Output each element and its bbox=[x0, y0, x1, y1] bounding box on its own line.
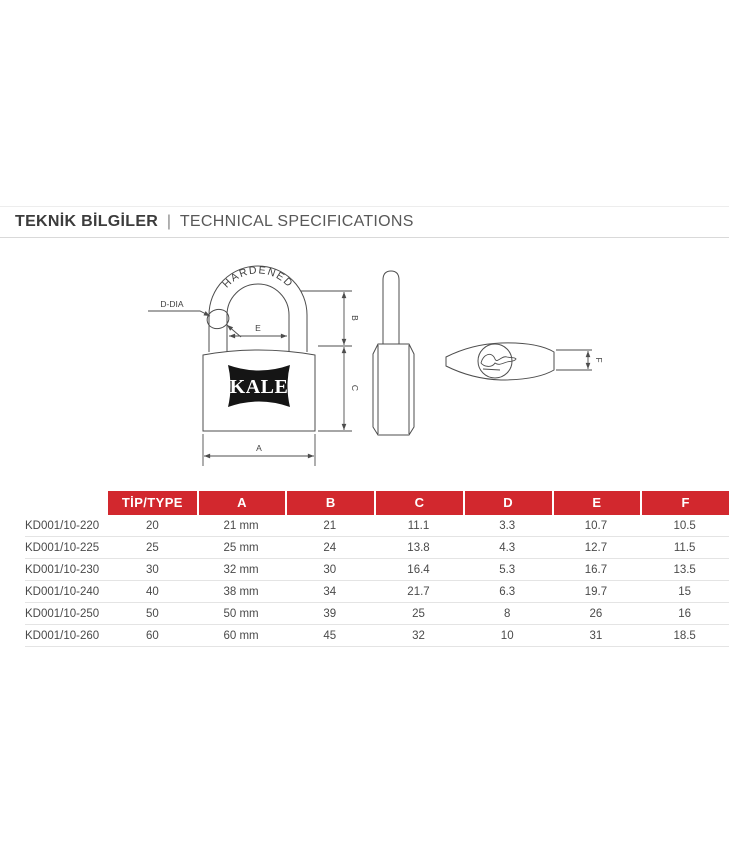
keyhole-icon bbox=[481, 354, 516, 366]
value-cell: 13.5 bbox=[673, 563, 696, 576]
model-cell: KD001/10-260 bbox=[25, 629, 100, 642]
table-header-cell: TİP/TYPE bbox=[108, 491, 197, 515]
title-turkish: TEKNİK BİLGİLER bbox=[15, 213, 159, 230]
table-header-cell: C bbox=[374, 491, 463, 515]
value-cell: 10.7 bbox=[584, 519, 608, 532]
value-cell: 4.3 bbox=[499, 541, 516, 554]
dim-a-label: A bbox=[256, 443, 262, 453]
value-cell: 38 mm bbox=[223, 585, 259, 598]
value-cell: 26 bbox=[589, 607, 603, 620]
value-cell: 19.7 bbox=[584, 585, 608, 598]
value-cell: 25 bbox=[412, 607, 425, 620]
model-cell: KD001/10-250 bbox=[25, 607, 100, 620]
table-row bbox=[25, 515, 729, 537]
value-cell: 16.4 bbox=[407, 563, 430, 576]
model-cell: KD001/10-220 bbox=[25, 519, 100, 532]
dim-c-label: C bbox=[350, 384, 360, 392]
dim-b-label: B bbox=[350, 315, 360, 321]
value-cell: 30 bbox=[145, 563, 159, 576]
value-cell: 15 bbox=[678, 585, 692, 598]
value-cell: 39 bbox=[323, 607, 337, 620]
table-row bbox=[25, 603, 729, 625]
side-body bbox=[373, 344, 414, 435]
value-cell: 25 mm bbox=[223, 541, 259, 554]
technical-drawing bbox=[140, 253, 610, 477]
value-cell: 45 bbox=[323, 629, 337, 642]
value-cell: 24 bbox=[323, 541, 337, 554]
model-cell: KD001/10-230 bbox=[25, 563, 100, 576]
table-header-cell: A bbox=[197, 491, 286, 515]
table-header-row bbox=[25, 491, 729, 515]
table-row bbox=[25, 559, 729, 581]
value-cell: 32 bbox=[412, 629, 425, 642]
value-cell: 50 mm bbox=[223, 607, 259, 620]
table-header-cell: F bbox=[640, 491, 729, 515]
value-cell: 11.5 bbox=[673, 541, 696, 554]
value-cell: 13.8 bbox=[407, 541, 430, 554]
value-cell: 20 bbox=[145, 519, 159, 532]
hardened-text: HARDENED bbox=[220, 264, 296, 291]
value-cell: 16.7 bbox=[584, 563, 608, 576]
padlock-bottom-view bbox=[446, 343, 554, 380]
title-english: TECHNICAL SPECIFICATIONS bbox=[179, 213, 414, 230]
table-row bbox=[25, 581, 729, 603]
value-cell: 60 mm bbox=[223, 629, 259, 642]
value-cell: 32 mm bbox=[223, 563, 259, 576]
table-header-cell: D bbox=[463, 491, 552, 515]
padlock-front-view bbox=[203, 266, 315, 431]
value-cell: 31 bbox=[589, 629, 603, 642]
value-cell: 25 bbox=[145, 541, 159, 554]
value-cell: 34 bbox=[323, 585, 337, 598]
value-cell: 60 bbox=[145, 629, 159, 642]
hardened-label bbox=[220, 264, 295, 290]
value-cell: 40 bbox=[145, 585, 159, 598]
side-shackle bbox=[383, 271, 399, 344]
value-cell: 5.3 bbox=[499, 563, 516, 576]
table-header-cell: B bbox=[285, 491, 374, 515]
value-cell: 50 bbox=[145, 607, 159, 620]
value-cell: 21 bbox=[323, 519, 337, 532]
dim-e-label: E bbox=[255, 323, 261, 333]
value-cell: 18.5 bbox=[673, 629, 696, 642]
shackle-inner bbox=[227, 284, 289, 352]
section-title-bar bbox=[0, 206, 729, 238]
bottom-outline bbox=[446, 343, 554, 380]
cylinder-circle bbox=[478, 344, 512, 378]
value-cell: 21.7 bbox=[407, 585, 430, 598]
dim-d-label: D-DIA bbox=[160, 299, 184, 309]
model-cell: KD001/10-225 bbox=[25, 541, 100, 554]
value-cell: 11.1 bbox=[407, 519, 430, 532]
title-separator: | bbox=[166, 213, 172, 230]
kale-logo bbox=[228, 365, 290, 407]
value-cell: 10 bbox=[500, 629, 514, 642]
value-cell: 6.3 bbox=[499, 585, 516, 598]
kale-logo-text: KALE bbox=[229, 376, 289, 398]
value-cell: 10.5 bbox=[673, 519, 696, 532]
value-cell: 16 bbox=[678, 607, 692, 620]
table-header-model-spacer bbox=[25, 491, 108, 515]
value-cell: 30 bbox=[323, 563, 337, 576]
padlock-diagram bbox=[140, 253, 610, 477]
value-cell: 3.3 bbox=[499, 519, 516, 532]
dim-f-label: F bbox=[594, 357, 604, 363]
value-cell: 12.7 bbox=[584, 541, 608, 554]
dim-f-lines bbox=[556, 350, 592, 370]
table-header-cell: E bbox=[552, 491, 641, 515]
value-cell: 21 mm bbox=[223, 519, 259, 532]
value-cell: 8 bbox=[504, 607, 511, 620]
padlock-side-view bbox=[373, 271, 414, 435]
table-row bbox=[25, 625, 729, 647]
spec-table bbox=[25, 491, 729, 647]
section-title bbox=[15, 213, 414, 231]
table-row bbox=[25, 537, 729, 559]
model-cell: KD001/10-240 bbox=[25, 585, 100, 598]
